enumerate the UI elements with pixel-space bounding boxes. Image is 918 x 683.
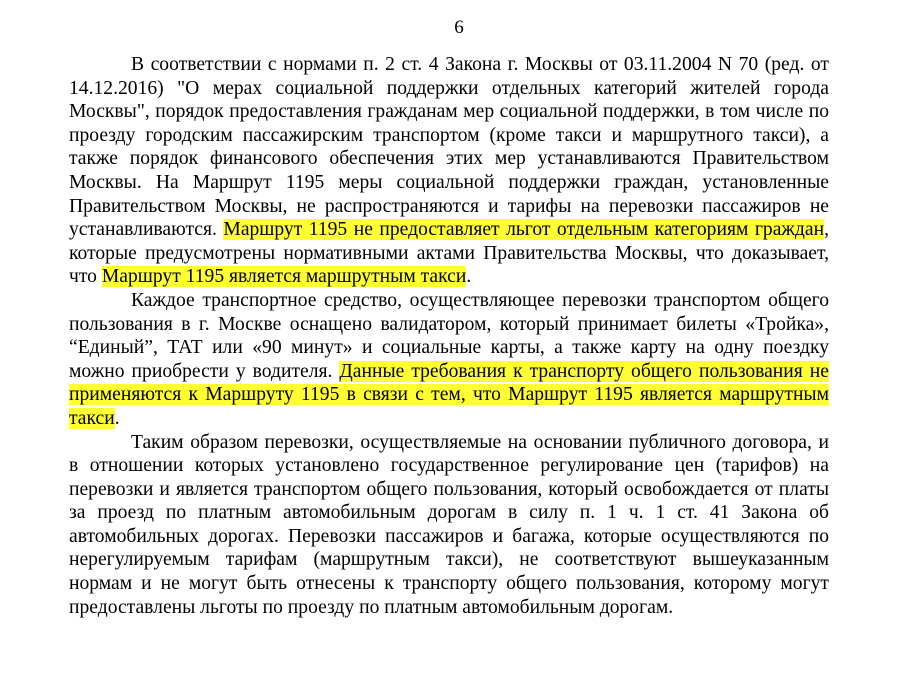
text-segment: . <box>466 266 472 288</box>
text-segment: В соответствии с нормами п. 2 ст. 4 Закона г. Москвы от 03.11.2004 N 70 (ред. от 14.12.2016) "О мерах социальной поддержки отдельных категорий жителей города Москвы", порядок предоставления гражданам мер социальной поддержки, в том числе по проезду городским пассажирским транспортом (кроме такси и маршрутного такси), а также порядок финансового обеспечения этих мер устанавливаются Правительством Москвы. На Маршрут 1195 меры социальной поддержки граждан, установленные Правительством Москвы, не распространяются и тарифы на перевозки пассажиров не устанавливаются. <box>69 54 829 241</box>
document-body <box>69 53 829 619</box>
paragraph-social-support <box>69 53 829 289</box>
text-segment: . <box>114 407 120 429</box>
highlighted-text: Маршрут 1195 не предоставляет льгот отдельным категориям граждан <box>223 219 825 241</box>
highlighted-text: Маршрут 1195 является маршрутным такси <box>101 266 467 288</box>
highlighted-text: Данные требования к транспорту общего пользования не применяются к Маршруту 1195 в связи с тем, что Маршрут 1195 является маршрутным такси <box>69 360 829 429</box>
text-segment: Таким образом перевозки, осуществляемые на основании публичного договора, и в отношении которых установлено государственное регулирование цен (тарифов) на перевозки и является транспортом общего пользования, который освобождается от платы за проезд по платным автомобильным дорогам в силу п. 1 ч. 1 ст. 41 Закона об автомобильных дорогах. Перевозки пассажиров и багажа, которые осуществляются по нерегулируемым тарифам (маршрутным такси), не соответствуют вышеуказанным нормам и не могут быть отнесены к транспорту общего пользования, которому могут предоставлены льготы по проезду по платным автомобильным дорогам. <box>69 431 829 618</box>
paragraph-validators <box>69 289 829 431</box>
paragraph-conclusion <box>69 431 829 620</box>
text-segment: , которые предусмотрены нормативными актами Правительства Москвы, что доказывает, что <box>69 219 829 288</box>
text-segment: Каждое транспортное средство, осуществляющее перевозки транспортом общего пользования в г. Москве оснащено валидатором, который принимает билеты «Тройка», “Единый”, ТАТ или «90 минут» и социальные карты, а также карту на одну поездку можно приобрести у водителя. <box>69 289 829 382</box>
page-number: 6 <box>454 17 464 38</box>
